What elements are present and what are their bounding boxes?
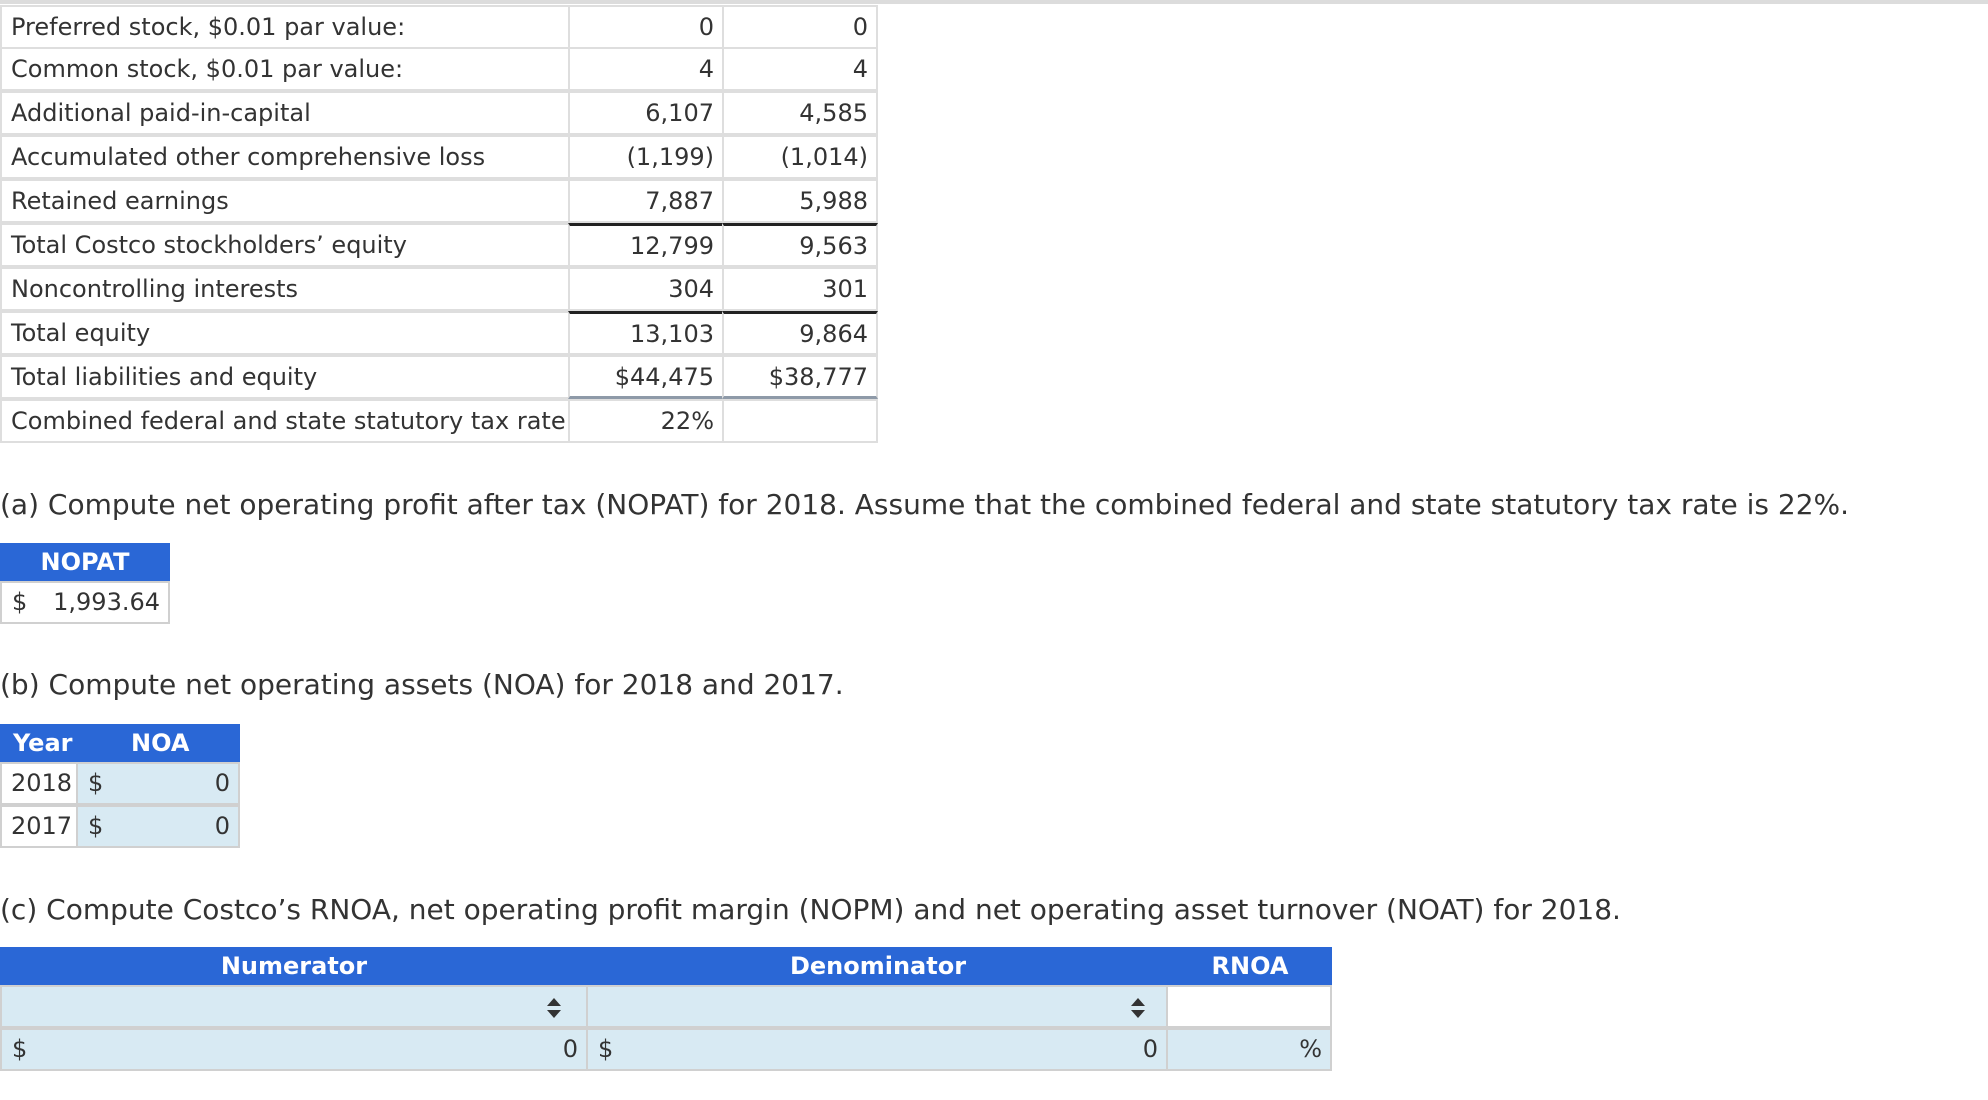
top-divider [0,0,1988,4]
value-2018: 4 [568,47,724,91]
question-a: (a) Compute net operating profit after tax (NOPAT) for 2018. Assume that the combined federal and state statutory tax rate is 22%. [0,488,1850,521]
row-label: Total Costco stockholders’ equity [0,223,570,267]
value-2018: 12,799 [568,223,724,267]
rnoa-header: RNOA [1168,947,1332,985]
rnoa-input[interactable] [1166,1028,1332,1071]
row-label: Noncontrolling interests [0,267,570,311]
nopat-header: NOPAT [0,543,170,581]
currency-symbol: $ [12,588,28,616]
row-label: Preferred stock, $0.01 par value: [0,5,570,49]
numerator-input[interactable] [0,1028,588,1071]
value-2018: 13,103 [568,311,724,355]
noa-2018-field[interactable] [76,762,240,805]
numerator-header: Numerator [0,947,588,985]
value-2017: 9,864 [722,311,878,355]
year-2017-label: 2017 [0,805,78,848]
nopat-answer-cell [0,581,170,624]
value-2017: 0 [722,5,878,49]
denominator-value[interactable]: 0 [1142,1035,1158,1063]
row-label: Accumulated other comprehensive loss [0,135,570,179]
rnoa-blank-cell [1166,985,1332,1028]
currency-symbol: $ [598,1035,614,1063]
percent-unit: % [1299,1035,1322,1063]
value-2017: 301 [722,267,878,311]
sort-arrows-icon [1129,993,1147,1023]
noa-2017-field[interactable] [76,805,240,848]
value-2018: 304 [568,267,724,311]
value-2018: 6,107 [568,91,724,135]
value-2017: 4,585 [722,91,878,135]
row-label: Total equity [0,311,570,355]
row-label: Total liabilities and equity [0,355,570,399]
currency-symbol: $ [88,769,104,797]
value-2017 [722,399,878,443]
value-2018: 22% [568,399,724,443]
value-2017: 4 [722,47,878,91]
noa-2018-value[interactable]: 0 [214,769,230,797]
question-c: (c) Compute Costco’s RNOA, net operating profit margin (NOPM) and net operating asset turnover (NOAT) for 2018. [0,893,1621,926]
value-2018: (1,199) [568,135,724,179]
year-2018-label: 2018 [0,762,78,805]
currency-symbol: $ [12,1035,28,1063]
value-2018: 7,887 [568,179,724,223]
sort-arrows-icon [545,993,563,1023]
denominator-select[interactable] [586,985,1168,1028]
value-2017: $38,777 [722,355,878,399]
value-2018: 0 [568,5,724,49]
numerator-select[interactable] [0,985,588,1028]
denominator-input[interactable] [586,1028,1168,1071]
row-label: Retained earnings [0,179,570,223]
year-header: Year [0,724,76,762]
noa-header: NOA [76,724,240,762]
value-2018: $44,475 [568,355,724,399]
denominator-header: Denominator [588,947,1168,985]
noa-2017-value[interactable]: 0 [214,812,230,840]
row-label: Additional paid-in-capital [0,91,570,135]
currency-symbol: $ [88,812,104,840]
value-2017: (1,014) [722,135,878,179]
numerator-value[interactable]: 0 [562,1035,578,1063]
nopat-value[interactable]: 1,993.64 [53,588,160,616]
row-label: Combined federal and state statutory tax rate [0,399,570,443]
value-2017: 5,988 [722,179,878,223]
value-2017: 9,563 [722,223,878,267]
question-b: (b) Compute net operating assets (NOA) for 2018 and 2017. [0,668,844,701]
row-label: Common stock, $0.01 par value: [0,47,570,91]
